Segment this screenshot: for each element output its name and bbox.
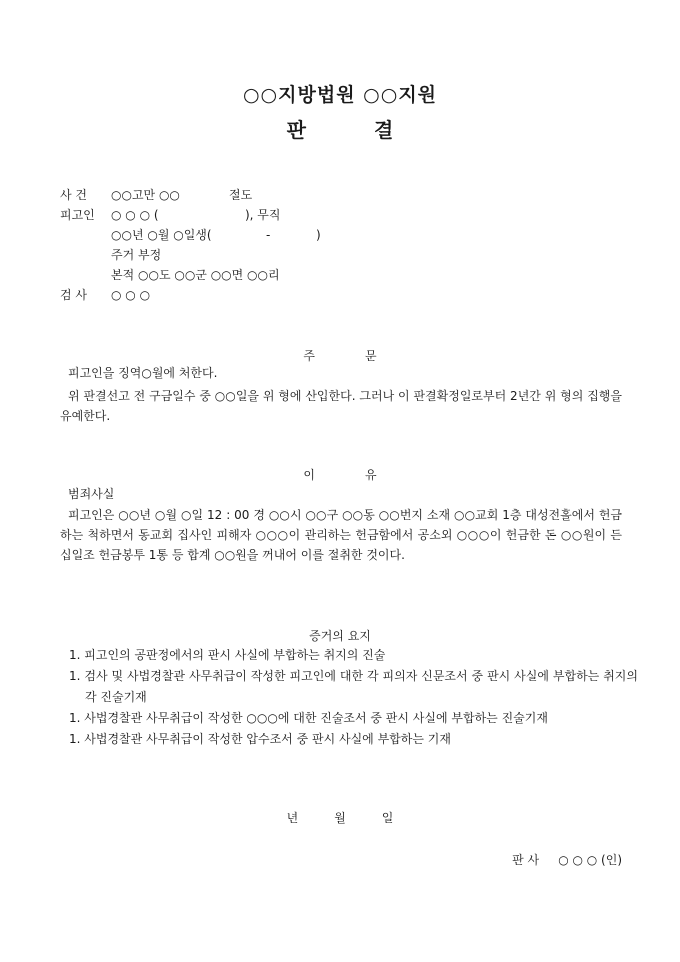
birth-close: ) (316, 228, 321, 242)
evidence-item: 1. 피고인의 공판정에서의 판시 사실에 부합하는 취지의 진술 (69, 648, 386, 662)
reason-heading (0, 466, 680, 483)
prosecutor-name: ○ ○ ○ (111, 288, 151, 302)
judge-signature (512, 851, 622, 868)
evidence-item: 1. 사법경찰관 사무취급이 작성한 ○○○에 대한 진술조서 중 판시 사실에 부합하는 진술기재 (69, 711, 548, 725)
evidence-item: 1. 사법경찰관 사무취급이 작성한 압수조서 중 판시 사실에 부합하는 기재 (69, 732, 451, 746)
prosecutor-label: 검 사 (60, 288, 87, 302)
judge-name: ○ ○ ○ (인) (558, 853, 622, 867)
registry: 본적 ○○도 ○○군 ○○면 ○○리 (111, 268, 280, 282)
document-title (0, 114, 680, 143)
defendant-occupation: ), 무직 (245, 208, 281, 222)
title-part-2: 결 (374, 118, 394, 142)
court-name: ○○지방법원 ○○지원 (242, 84, 438, 106)
crime-facts-heading: 범죄사실 (68, 487, 115, 501)
date-month: 월 (334, 811, 346, 825)
case-crime: 절도 (229, 188, 253, 202)
case-label: 사 건 (60, 188, 87, 202)
judgment-date (0, 809, 680, 826)
residence: 주거 부정 (111, 248, 162, 262)
birth-dash: - (266, 228, 271, 242)
reason-heading-a: 이 (303, 468, 315, 482)
date-day: 일 (381, 811, 394, 825)
order-heading-b: 문 (365, 349, 377, 363)
evidence-heading: 증거의 요지 (309, 629, 371, 643)
case-number: ○○고만 ○○ (111, 188, 180, 202)
evidence-item: 1. 검사 및 사법경찰관 사무취급이 작성한 피고인에 대한 각 피의자 신문조서 중 판시 사실에 부합하는 취지의 각 진술기재 (69, 669, 638, 704)
date-year: 년 (286, 811, 299, 825)
defendant-label: 피고인 (60, 208, 95, 222)
order-suspension: 위 판결선고 전 구금일수 중 ○○일을 위 형에 산입한다. 그러나 이 판결확정일로부터 2년간 위 형의 집행을 유예한다. (60, 389, 622, 423)
crime-facts-body: 피고인은 ○○년 ○월 ○일 12 : 00 경 ○○시 ○○구 ○○동 ○○번지 소재 ○○교회 1층 대성전홀에서 헌금하는 척하면서 동교회 집사인 피해자 ○○○이 관리하는 헌금함에서 공소외 ○○○이 헌금한 돈 ○○원이 든 십일조 헌금봉투 1통 등 합계 ○○원을 꺼내어 이를 절취한 것이다. (60, 508, 622, 562)
birth-date: ○○년 ○월 ○일생( (111, 228, 212, 242)
defendant-name: ○ ○ ○ ( (111, 208, 159, 222)
title-part-1: 판 (286, 118, 306, 142)
order-heading (0, 347, 680, 364)
judge-label: 판 사 (512, 853, 540, 867)
reason-heading-b: 유 (365, 468, 377, 482)
order-sentence: 피고인을 징역○월에 처한다. (68, 366, 218, 380)
order-heading-a: 주 (303, 349, 315, 363)
